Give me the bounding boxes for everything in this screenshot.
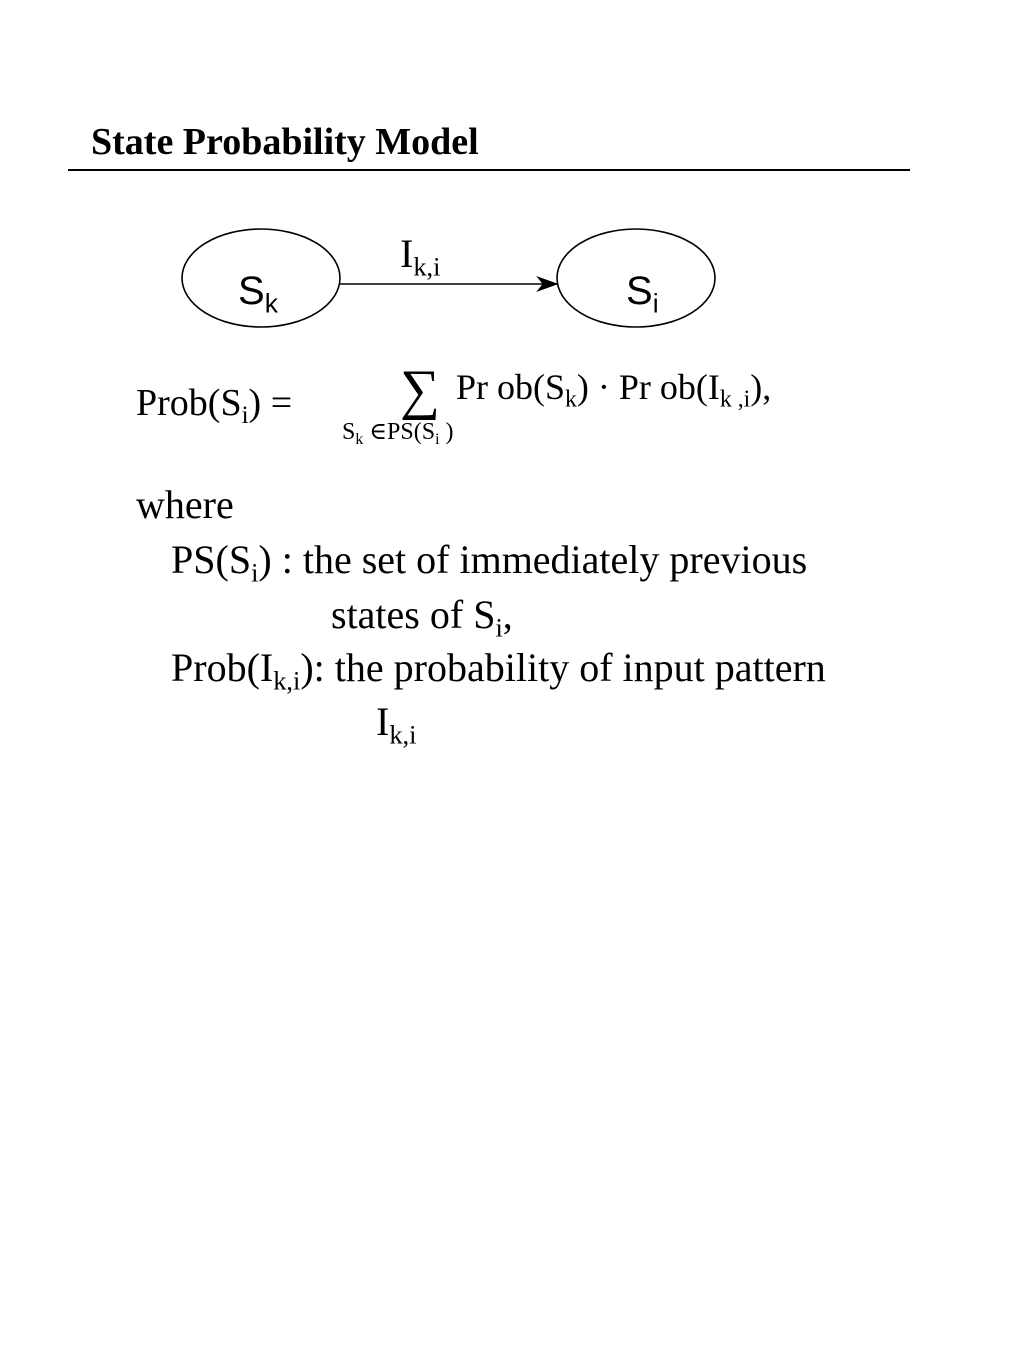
formula-rhs — [456, 367, 772, 413]
where-label: where — [136, 482, 234, 527]
definition-prob-input: $Prob(I_{k,i})$: the probability of input pattern — [171, 645, 826, 696]
formula-term-1: Pr $ob(S_k)$ — [456, 367, 589, 413]
definition-ps: $PS(S_i)$ : the set of immediately previous — [171, 537, 808, 588]
definition-prob-input-continued: $I_{k,i}$ — [376, 699, 417, 750]
state-label-right: $S_i$ — [626, 269, 659, 319]
page-title: State Probability Model — [91, 121, 479, 163]
state-diagram — [0, 0, 1024, 360]
transition-label: $I_{k,i}$ — [400, 231, 441, 282]
formula-dot: · — [597, 367, 610, 407]
sum-symbol: ∑ — [400, 359, 440, 421]
formula-term-2: Pr $ob(I_{k ,i})$, — [618, 367, 772, 413]
sum-index: $S_k$ $\in PS(S_i$ ) — [342, 419, 454, 449]
definition-ps-continued: states of $S_i$, — [331, 592, 513, 643]
state-label-left: $S_k$ — [238, 269, 278, 319]
formula-lhs: $Prob(S_i)$ = — [136, 382, 293, 430]
